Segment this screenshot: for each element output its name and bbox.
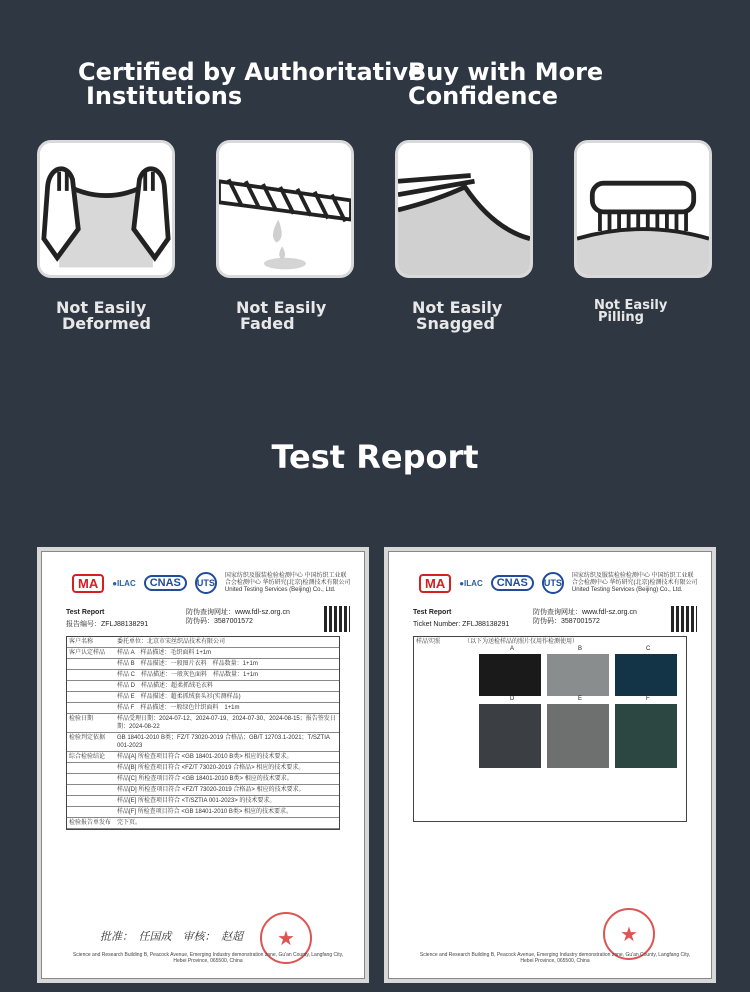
sample-swatch-label: D [510,696,515,702]
table-row [67,785,339,796]
table-cell-value: 样品[A] 所检查项目符合 <GB 18401-2010 B类> 相应的技术要求。 [117,754,293,760]
headline-left-line2: Institutions [86,82,243,110]
auth-code: 防伪码：3587001572 [533,618,600,625]
qr-code [324,606,350,632]
cma-logo: MA [419,574,451,593]
feature-label-line1: Not Easily [412,298,503,317]
table-cell-value: 委托单位：北京市宋丝织品技术有限公司 [117,639,226,645]
table-row [67,681,339,692]
table-row [67,703,339,714]
ticket-number: Ticket Number: ZFLJ88138291 [413,621,510,628]
report-info [66,608,352,636]
brush-fabric-icon [577,143,709,275]
table-cell-value: 样品 D 样品描述：超柔抓绒毛衣料 [117,683,214,689]
sample-swatch [547,696,609,768]
uts-logo: UTS [195,572,217,594]
sample-swatch [615,646,677,696]
stretch-fabric-icon [40,143,172,275]
test-report-page-2 [388,551,712,979]
uts-logo: UTS [542,572,564,594]
table-row [67,733,339,752]
official-seal-stamp: ★ [260,912,312,964]
table-cell-key [69,704,113,712]
table-row [67,807,339,818]
test-report-page-1 [41,551,365,979]
table-cell-value: 完下页。 [117,820,142,826]
feature-label-faded [236,300,326,332]
report-footer: Science and Research Building B, Peacock Avenue, Emerging Industry demonstration zone, Gu'an County, Langfang City, Hebei Province, 065500, China [419,952,691,964]
qr-code [671,606,697,632]
table-row [67,818,339,829]
table-cell-value: 样品[C] 所检查项目符合 <GB 18401-2010 B类> 相应的技术要求。 [117,776,293,782]
report-footer: Science and Research Building B, Peacock Avenue, Emerging Industry demonstration zone, Gu'an County, Langfang City, Hebei Province, 065500, China [72,952,344,964]
table-cell-value: 样品[D] 所检查项目符合 <FZ/T 73020-2019 合格品> 相应的技术要求。 [117,787,305,793]
report-logos [419,568,699,598]
table-cell-value: GB 18401-2010 B类；FZ/T 73020-2019 合格品；GB/T 12703.1-2021；T/SZTIA 001-2023 [117,735,330,749]
report-info [413,608,699,636]
feature-label-line2: Snagged [416,314,495,333]
table-row [67,659,339,670]
feature-tile-faded [216,140,354,278]
table-row [67,763,339,774]
org-name-cn: 国家纺织及服装检验检测中心 中国纺织工业联合会检测中心 华纺研究(北京)检测技术有限公司 [571,572,698,586]
table-cell-value: 样品[B] 所检查项目符合 <FZ/T 73020-2019 合格品> 相应的技术要求。 [117,765,305,771]
feature-label-deformed [56,300,151,332]
sample-swatch [479,696,541,768]
headline-right-line1: Buy with More [408,58,604,86]
report-logos [72,568,352,598]
table-cell-key: 检验报告单发布 [69,820,112,826]
sample-swatch-label: B [578,646,583,652]
sample-swatch [479,646,541,696]
table-cell-key [69,682,113,690]
sample-swatch [615,696,677,768]
sample-swatch [547,646,609,696]
table-cell-key: 客户认定样品 [69,650,106,656]
table-cell-value: 样品受理日期：2024-07-12、2024-07-19、2024-07-30、2024-08-15；报告签发日期：2024-08-22 [117,716,336,730]
table-cell-value: 样品 B 样品描述：一般图片衣料 样品数量：1+1m [117,661,258,667]
headline-right-line2: Confidence [408,82,559,110]
table-row [67,774,339,785]
headline-confidence [408,60,603,108]
feature-label-snagged [412,300,502,332]
table-cell-key [69,786,113,794]
fabric-snag-icon [398,143,530,275]
table-row [67,714,339,733]
table-cell-value: 样品 E 样品描述：超柔抓绒套头衫(实测样品) [117,694,241,700]
headline-left-line1: Certified by Authoritative [78,58,425,86]
table-cell-key [69,775,113,783]
feature-label-line1: Not Easily [236,298,327,317]
feature-label-pilling [594,300,667,324]
table-row [67,692,339,703]
table-cell-key [69,764,113,772]
org-name [225,573,352,594]
table-row [67,752,339,763]
cnas-logo: CNAS [144,575,187,591]
feature-tile-snagged [395,140,533,278]
verify-website: 防伪查询网址：www.fdl-sz.org.cn [186,609,290,616]
sample-swatch-label: A [510,646,515,652]
table-cell-key [69,797,113,805]
feature-tile-pilling [574,140,712,278]
verify-website: 防伪查询网址：www.fdl-sz.org.cn [533,609,637,616]
table-cell-value: 样品 F 样品描述：一般绿色针织面料 1+1m [117,705,240,711]
table-row [67,796,339,807]
feature-label-line2: Pilling [598,310,644,325]
report-title: Test Report [66,609,105,616]
sample-photo-note: （以下为送检样品的照片仅用作检测使用） [464,639,579,645]
ilac-logo: ●ILAC [112,578,136,588]
org-name [572,573,699,594]
org-name-cn: 国家纺织及服装检验检测中心 中国纺织工业联合会检测中心 华纺研究(北京)检测技术有限公司 [224,572,351,586]
org-name-en: United Testing Services (Beijing) Co., Ltd. [224,586,336,593]
table-cell-key [69,808,113,816]
cma-logo: MA [72,574,104,593]
table-cell-key: 检验判定依据 [69,735,106,741]
table-cell-key: 检验日期 [69,716,94,722]
signatures: 批准： 任国成 审核： 赵超 [100,930,243,943]
sample-swatch-label: C [646,646,651,652]
sample-swatches [479,646,685,768]
table-row [67,648,339,659]
org-name-en: United Testing Services (Beijing) Co., Ltd. [571,586,683,593]
table-cell-value: 样品[F] 所检查项目符合 <GB 18401-2010 B类> 相应的技术要求。 [117,809,293,815]
feature-label-line2: Faded [240,314,295,333]
table-row [67,670,339,681]
sample-swatch-label: F [646,696,650,702]
table-cell-key: 综合检验结论 [69,754,106,760]
official-seal-stamp: ★ [603,908,655,960]
table-cell-key: 客户名称 [69,639,94,645]
feature-label-line2: Deformed [62,314,151,333]
ticket-number: 报告编号：ZFLJ88138291 [66,621,149,628]
feature-tile-deformed [37,140,175,278]
cnas-logo: CNAS [491,575,534,591]
ilac-logo: ●ILAC [459,578,483,588]
sample-photo-label: 样品实照 [416,639,441,645]
feature-label-line1: Not Easily [56,298,147,317]
rope-drip-icon [219,143,351,275]
feature-label-line1: Not Easily [594,298,668,313]
headline-certified [78,60,424,108]
table-cell-key [69,660,113,668]
sample-swatch-label: E [578,696,583,702]
table-cell-value: 样品 A 样品描述：毛织面料 1+1m [117,650,212,656]
table-cell-value: 样品 C 样品描述：一般灰色面料 样品数量：1+1m [117,672,259,678]
table-cell-key [69,671,113,679]
table-row [67,637,339,648]
report-title: Test Report [413,609,452,616]
auth-code: 防伪码：3587001572 [186,618,253,625]
table-cell-value: 样品[E] 所检查项目符合 <T/SZTIA 001-2023> 的技术要求。 [117,798,276,804]
table-cell-key [69,693,113,701]
section-title: Test Report [271,438,479,476]
report-table [66,636,340,830]
